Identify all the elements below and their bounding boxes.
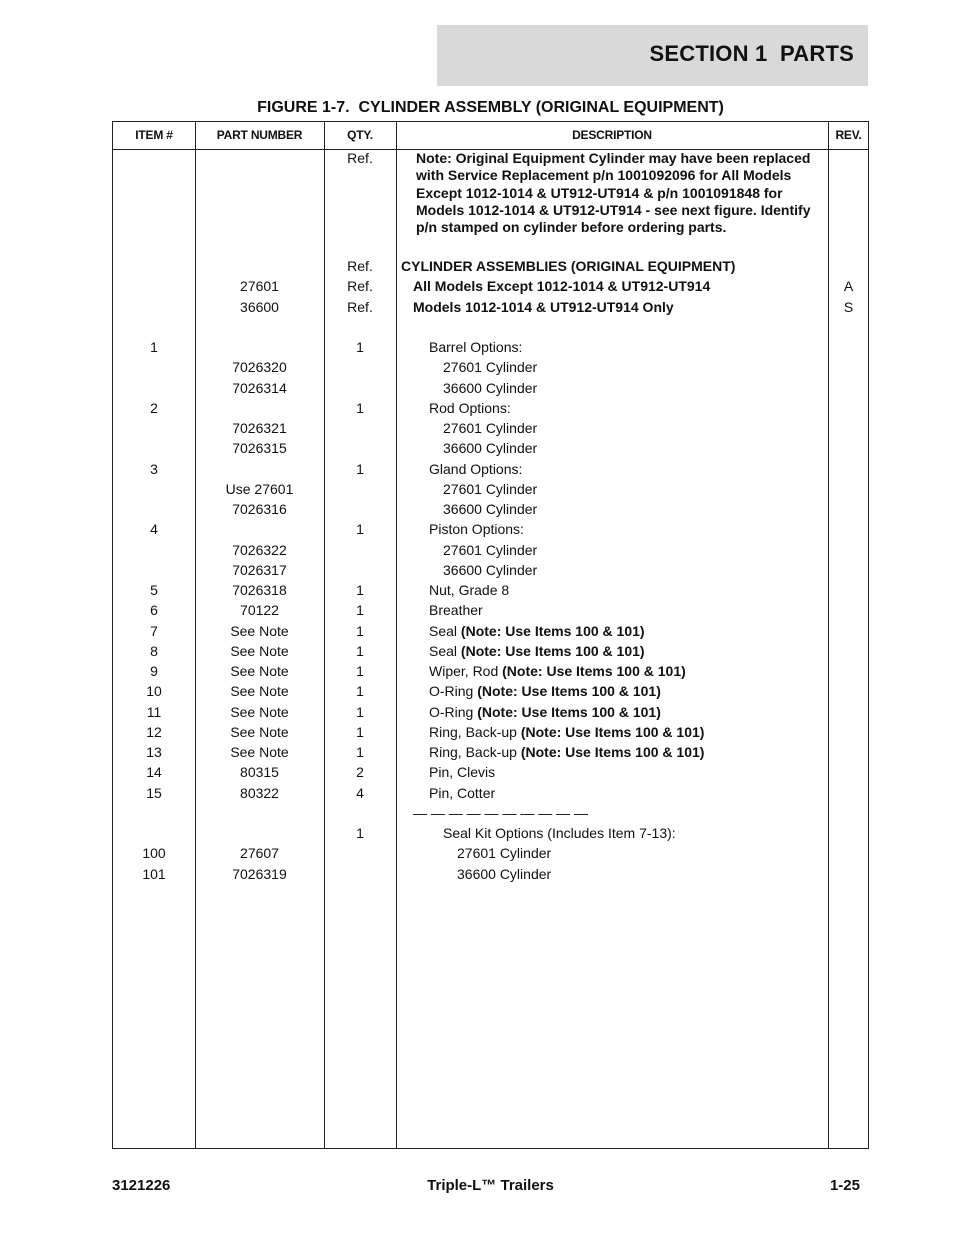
description: — — — — — — — — — — xyxy=(413,804,589,821)
description: 36600 Cylinder xyxy=(457,865,552,882)
description: Piston Options: xyxy=(429,521,524,538)
quantity: 1 xyxy=(356,825,364,841)
quantity: 2 xyxy=(356,764,364,781)
item-number: 15 xyxy=(146,784,162,801)
description: Seal xyxy=(429,622,461,639)
description-line xyxy=(429,663,686,680)
part-number: 27607 xyxy=(240,845,279,862)
part-number: 80322 xyxy=(240,784,279,801)
description-note: (Note: Use Items 100 & 101) xyxy=(460,622,645,639)
description: 27601 Cylinder xyxy=(443,541,538,558)
quantity: Ref. xyxy=(347,278,373,295)
part-number: 7026314 xyxy=(232,379,287,396)
description-note: (Note: Use Items 100 & 101) xyxy=(502,663,686,679)
quantity: 1 xyxy=(356,622,364,639)
item-number: 8 xyxy=(150,642,158,659)
item-number: 12 xyxy=(146,723,162,740)
original-equipment-note: Note: Original Equipment Cylinder may have been replaced with Service Replacement p/n 1001092096 for All Models Except 1012-1014 & UT912-UT914 & p/n 1001091848 for Models 1012-1014 & UT912-UT914 - see next figure. Identify p/n stamped on cylinder before ordering parts. xyxy=(416,150,811,236)
description: CYLINDER ASSEMBLIES (ORIGINAL EQUIPMENT) xyxy=(401,258,736,274)
section-title: SECTION 1 PARTS xyxy=(649,41,854,66)
quantity: 1 xyxy=(356,399,364,416)
footer-product: Triple-L™ Trailers xyxy=(427,1177,554,1194)
description: 27601 Cylinder xyxy=(457,845,552,862)
description: Models 1012-1014 & UT912-UT914 Only xyxy=(413,298,674,315)
description: O-Ring xyxy=(429,683,478,700)
part-number: 7026320 xyxy=(232,359,287,376)
description: Ring, Back-up xyxy=(429,744,521,760)
column-divider xyxy=(828,122,829,1148)
description: All Models Except 1012-1014 & UT912-UT914 xyxy=(413,278,711,295)
part-number: 36600 xyxy=(240,298,279,315)
quantity: 1 xyxy=(356,703,364,720)
item-number: 13 xyxy=(146,744,162,760)
item-number: 2 xyxy=(150,399,158,416)
description: Gland Options: xyxy=(429,460,523,477)
description: 36600 Cylinder xyxy=(443,561,538,578)
description-line xyxy=(429,683,661,700)
part-number: 7026322 xyxy=(232,541,287,558)
item-number: 11 xyxy=(146,703,162,720)
quantity: Ref. xyxy=(347,258,373,274)
item-number: 7 xyxy=(150,622,158,639)
description: 27601 Cylinder xyxy=(443,359,538,376)
item-number: 14 xyxy=(146,764,162,781)
quantity: 1 xyxy=(356,521,364,538)
description-note: (Note: Use Items 100 & 101) xyxy=(477,683,661,700)
figure-title: FIGURE 1-7. CYLINDER ASSEMBLY (ORIGINAL EQUIPMENT) xyxy=(257,99,724,116)
description: Wiper, Rod xyxy=(429,663,503,679)
description: Ring, Back-up xyxy=(429,723,521,740)
part-number: See Note xyxy=(230,723,289,740)
description-note: (Note: Use Items 100 & 101) xyxy=(460,642,645,659)
footer-doc-number: 3121226 xyxy=(112,1177,171,1194)
part-number: 7026316 xyxy=(232,501,287,517)
item-number: 10 xyxy=(146,683,162,700)
description: 36600 Cylinder xyxy=(443,501,538,517)
item-number: 6 xyxy=(150,602,158,619)
quantity: 1 xyxy=(356,339,364,355)
item-number: 9 xyxy=(150,663,158,679)
part-number: See Note xyxy=(230,703,289,720)
description-line xyxy=(429,744,704,761)
part-number: 7026318 xyxy=(232,582,287,598)
description: Nut, Grade 8 xyxy=(429,582,510,598)
footer-page-number: 1-25 xyxy=(829,1177,860,1194)
description: Breather xyxy=(429,602,483,619)
part-number: See Note xyxy=(230,744,289,760)
quantity: 1 xyxy=(356,460,364,477)
parts-table xyxy=(112,121,869,1149)
quantity: 1 xyxy=(356,683,364,700)
description-line xyxy=(429,724,704,741)
quantity: 1 xyxy=(356,582,364,598)
description-line xyxy=(429,704,661,721)
description-note: (Note: Use Items 100 & 101) xyxy=(520,744,705,760)
part-number: 7026319 xyxy=(232,865,287,882)
revision: A xyxy=(843,278,854,295)
part-number: See Note xyxy=(230,663,289,679)
description: 36600 Cylinder xyxy=(443,379,538,396)
description-note: (Note: Use Items 100 & 101) xyxy=(477,703,661,720)
part-number: Use 27601 xyxy=(225,480,294,497)
part-number: 7026321 xyxy=(232,420,287,436)
part-number: 80315 xyxy=(240,764,279,781)
column-header-item: ITEM # xyxy=(135,128,173,142)
part-number: 70122 xyxy=(240,602,279,619)
quantity: 1 xyxy=(356,602,364,619)
part-number: 7026315 xyxy=(232,440,287,457)
item-number: 101 xyxy=(142,865,166,882)
item-number: 100 xyxy=(142,845,166,862)
part-number: 27601 xyxy=(240,278,279,295)
description: Seal xyxy=(429,642,461,659)
description-note: (Note: Use Items 100 & 101) xyxy=(520,723,705,740)
description: Pin, Clevis xyxy=(429,764,496,781)
description-line xyxy=(429,643,645,660)
description-line xyxy=(429,623,645,640)
column-header-qty: QTY. xyxy=(347,128,373,142)
part-number: See Note xyxy=(230,683,289,700)
item-number: 4 xyxy=(150,521,158,538)
description: Seal Kit Options (Includes Item 7-13): xyxy=(443,825,676,841)
column-header-rev: REV. xyxy=(835,128,862,142)
quantity: 1 xyxy=(356,663,364,679)
quantity: Ref. xyxy=(347,298,373,315)
item-number: 1 xyxy=(150,339,158,355)
part-number: See Note xyxy=(230,642,289,659)
column-header-description: DESCRIPTION xyxy=(572,128,652,142)
description: Rod Options: xyxy=(429,399,511,416)
item-number: 3 xyxy=(150,460,158,477)
description: O-Ring xyxy=(429,703,478,720)
quantity: 4 xyxy=(356,784,364,801)
description: 27601 Cylinder xyxy=(443,480,538,497)
part-number: 7026317 xyxy=(232,561,287,578)
description: 27601 Cylinder xyxy=(443,420,538,436)
description: 36600 Cylinder xyxy=(443,440,538,457)
description: Barrel Options: xyxy=(429,339,523,355)
quantity: 1 xyxy=(356,642,364,659)
part-number: See Note xyxy=(230,622,289,639)
section-banner xyxy=(437,25,868,86)
description: Pin, Cotter xyxy=(429,784,496,801)
revision: S xyxy=(843,298,854,315)
note-qty: Ref. xyxy=(347,150,373,166)
quantity: 1 xyxy=(356,744,364,760)
column-divider xyxy=(396,122,397,1148)
quantity: 1 xyxy=(356,723,364,740)
item-number: 5 xyxy=(150,582,158,598)
column-header-part-number: PART NUMBER xyxy=(216,128,303,142)
